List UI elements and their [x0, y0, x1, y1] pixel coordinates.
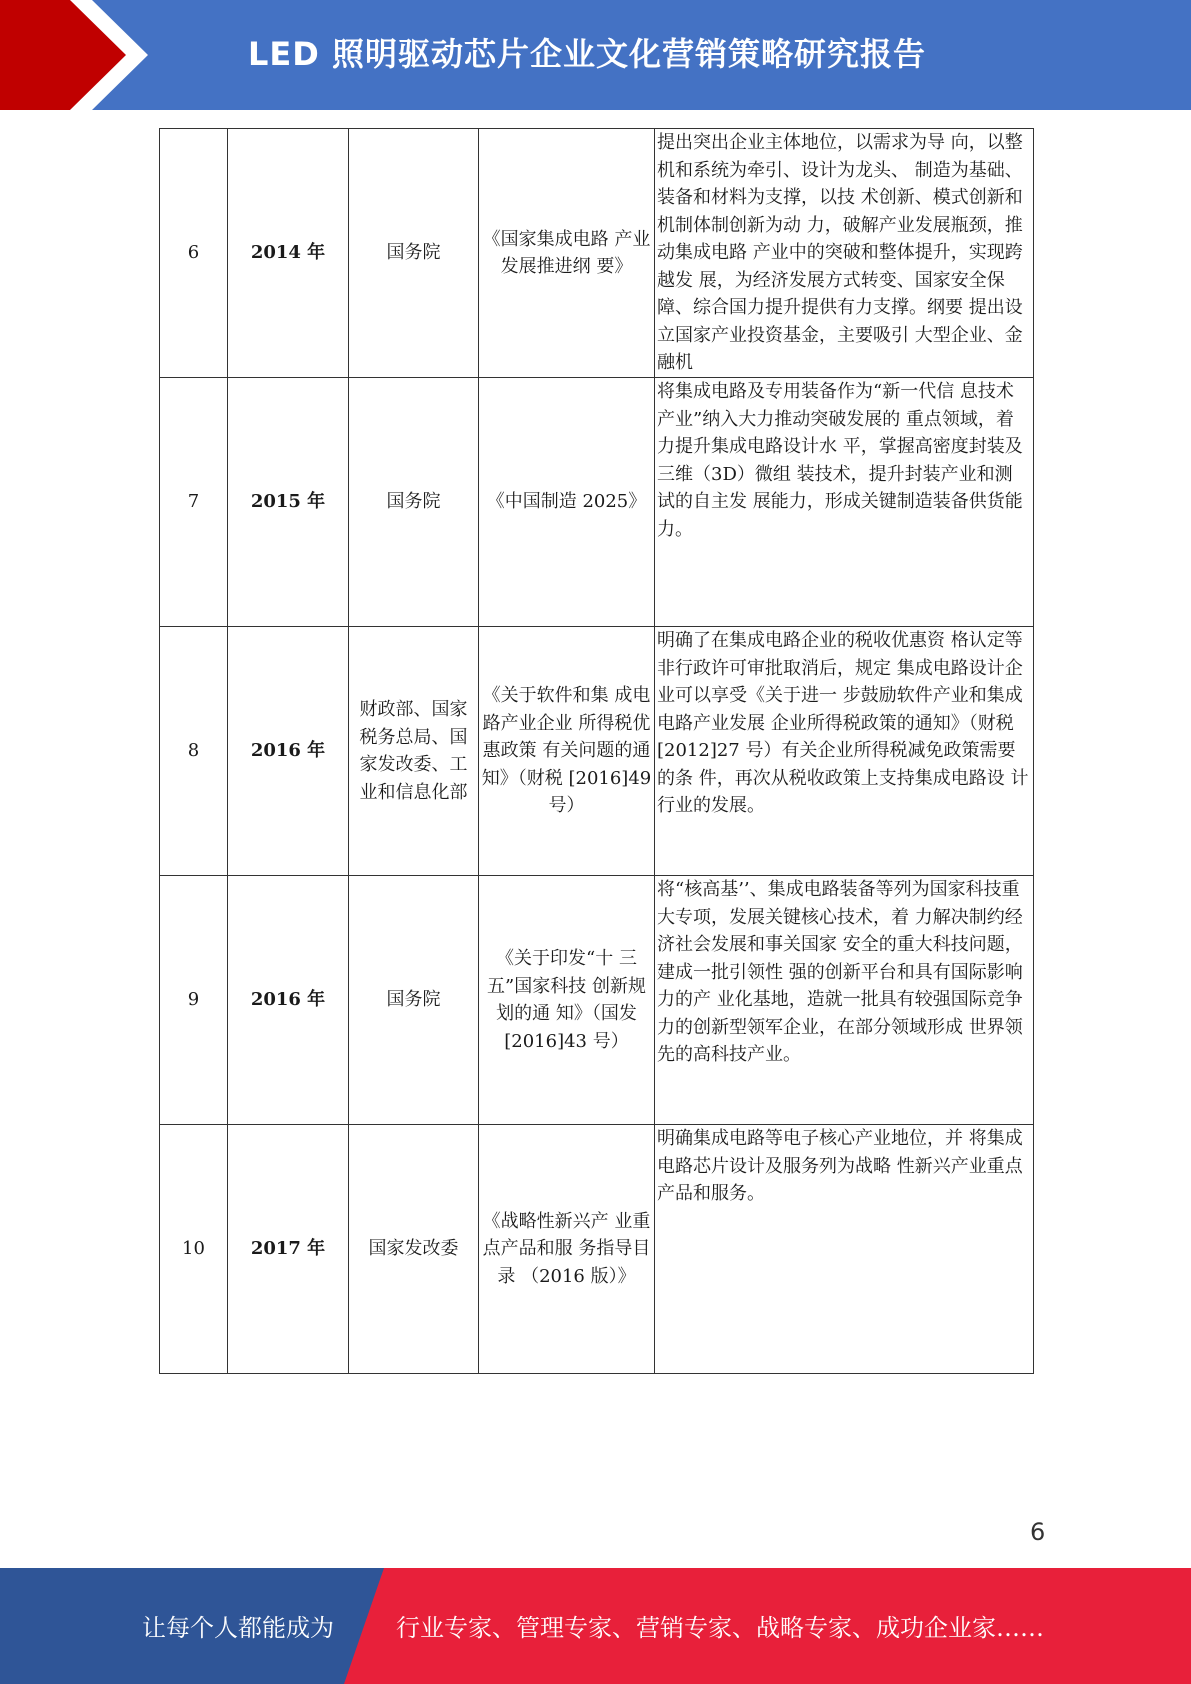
row-content-cell [655, 129, 1034, 378]
row-policy: 《战略性新兴产 业重点产品和服 务指导目录 （2016 版）》 [479, 1125, 655, 1374]
row-year: 2015 年 [228, 378, 349, 627]
row-number: 8 [160, 627, 228, 876]
page-footer [0, 1568, 1191, 1684]
footer-slogan-left: 让每个人都能成为 [142, 1614, 334, 1642]
row-policy: 《国家集成电路 产业发展推进纲 要》 [479, 129, 655, 378]
report-title: LED 照明驱动芯片企业文化营销策略研究报告 [248, 35, 926, 73]
row-year: 2017 年 [228, 1125, 349, 1374]
row-policy: 《中国制造 2025》 [479, 378, 655, 627]
row-policy: 《关于软件和集 成电路产业企业 所得税优惠政策 有关问题的通 知》（财税 [2016]49 号） [479, 627, 655, 876]
row-department: 国务院 [349, 876, 479, 1125]
table-row [160, 876, 1034, 1125]
row-number: 10 [160, 1125, 228, 1374]
row-number: 7 [160, 378, 228, 627]
table-row [160, 129, 1034, 378]
row-content-cell [655, 1125, 1034, 1374]
table-row [160, 627, 1034, 876]
policy-table [159, 128, 1033, 1374]
row-content: 将“核高基’’、集成电路装备等列为国家科技重大专项，发展关键核心技术，着 力解决制约经济社会发展和事关国家 安全的重大科技问题，建成一批引领性 强的创新平台和具有国际影响力的产 业化基地，造就一批具有较强国际竞争 力的创新型领军企业，在部分领域形成 世界领先的高科技产业。 [657, 879, 1023, 1065]
footer-slogan-right: 行业专家、管理专家、营销专家、战略专家、成功企业家…… [396, 1614, 1044, 1642]
page-number: 6 [1030, 1518, 1046, 1546]
row-year: 2014 年 [228, 129, 349, 378]
row-content: 将集成电路及专用装备作为“新一代信 息技术产业”纳入大力推动突破发展的 重点领域，着力提升集成电路设计水 平，掌握高密度封装及三维（3D）微组 装技术，提升封装产业和测试的自主发 展能力，形成关键制造装备供货能力。 [657, 381, 1023, 540]
row-number: 6 [160, 129, 228, 378]
page-header [0, 0, 1191, 110]
row-content: 提出突出企业主体地位，以需求为导 向，以整机和系统为牵引、设计为龙头、 制造为基础、装备和材料为支撑，以技 术创新、模式创新和机制体制创新为动 力，破解产业发展瓶颈，推动集成电路 产业中的突破和整体提升，实现跨越发 展，为经济发展方式转变、国家安全保 障、综合国力提升提供有力支撑。纲要 提出设立国家产业投资基金，主要吸引 大型企业、金融机 [657, 132, 1023, 373]
row-year: 2016 年 [228, 876, 349, 1125]
row-content-cell [655, 876, 1034, 1125]
row-department: 国务院 [349, 378, 479, 627]
row-number: 9 [160, 876, 228, 1125]
row-year: 2016 年 [228, 627, 349, 876]
row-policy: 《关于印发“十 三五”国家科技 创新规划的通 知》（国发 [2016]43 号） [479, 876, 655, 1125]
row-department: 财政部、国家税务总局、国家发改委、工业和信息化部 [349, 627, 479, 876]
row-department: 国家发改委 [349, 1125, 479, 1374]
table-row [160, 1125, 1034, 1374]
row-content-cell [655, 627, 1034, 876]
row-content-cell [655, 378, 1034, 627]
table-row [160, 378, 1034, 627]
row-content: 明确了在集成电路企业的税收优惠资 格认定等非行政许可审批取消后，规定 集成电路设计企业可以享受《关于进一 步鼓励软件产业和集成电路产业发展 企业所得税政策的通知》（财税[2012]27 号）有关企业所得税减免政策需要的条 件，再次从税收政策上支持集成电路设 计行业的发展。 [657, 630, 1029, 816]
row-content: 明确集成电路等电子核心产业地位，并 将集成电路芯片设计及服务列为战略 性新兴产业重点产品和服务。 [657, 1128, 1023, 1204]
row-department: 国务院 [349, 129, 479, 378]
